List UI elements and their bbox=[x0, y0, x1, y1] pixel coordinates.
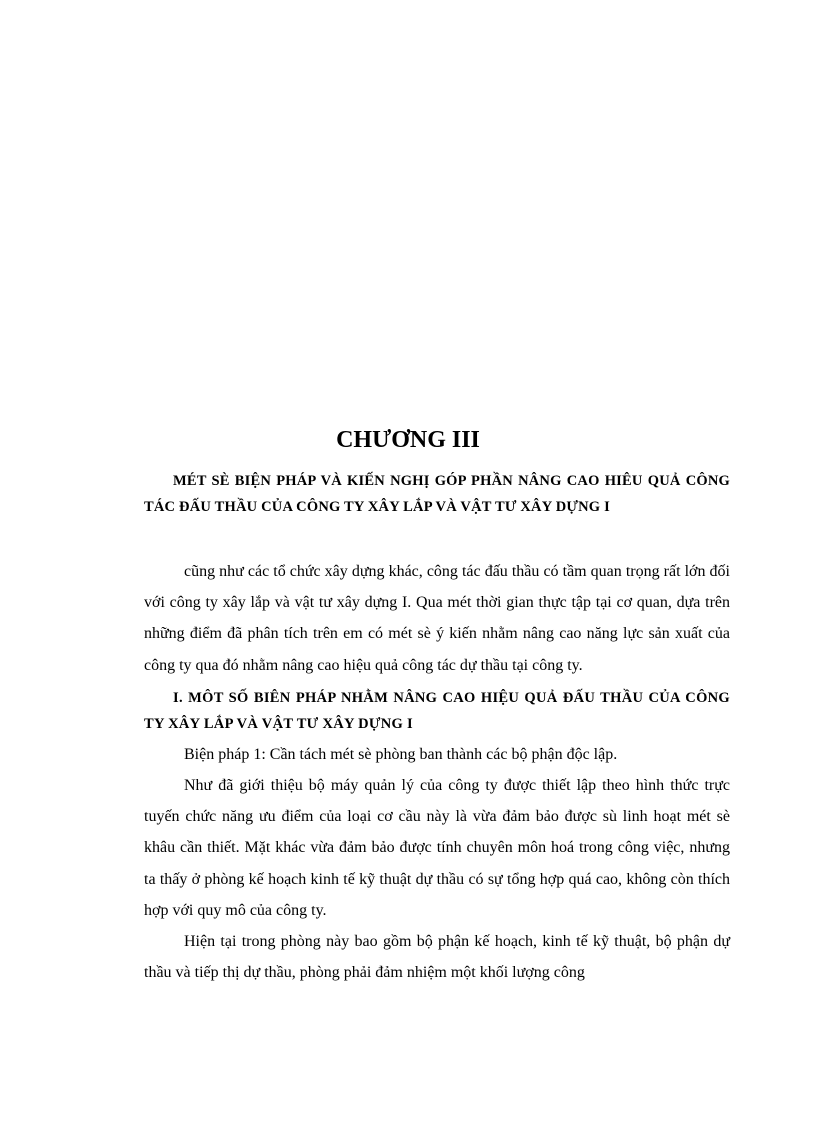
measure-title: Biện pháp 1: Cần tách mét sè phòng ban thành các bộ phận độc lập. bbox=[184, 745, 618, 763]
chapter-title: CHƯƠNG III bbox=[336, 427, 480, 453]
chapter-subtitle: MÉT SÈ BIỆN PHÁP VÀ KIẾN NGHỊ GÓP PHẦN NÂNG CAO HIÊU QUẢ CÔNG TÁC ĐẤU THẦU CỦA CÔNG TY XÂY LẮP VÀ VẬT TƯ XÂY DỰNG I bbox=[144, 473, 730, 515]
paragraph-1: Như đã giới thiệu bộ máy quản lý của công ty được thiết lập theo hình thức trực tuyến chức năng ưu điểm của loại cơ cầu này là vừa đảm bảo được sù linh hoạt mét sè khâu cần thiết. Mặt khác vừa đảm bảo được tính chuyên môn hoá trong công việc, nhưng ta thấy ở phòng kế hoạch kinh tế kỹ thuật dự thầu có sự tổng hợp quá cao, không còn thích hợp với quy mô của công ty. bbox=[144, 777, 730, 919]
paragraph-2: Hiện tại trong phòng này bao gồm bộ phận kế hoạch, kinh tế kỹ thuật, bộ phận dự thầu và tiếp thị dự thầu, phòng phải đảm nhiệm một khối lượng công bbox=[144, 933, 730, 982]
body-text bbox=[144, 556, 730, 988]
section-heading: I. MÔT SỐ BIÊN PHÁP NHẰM NÂNG CAO HIỆU QUẢ ĐẤU THẦU CỦA CÔNG TY XÂY LẮP VÀ VẬT TƯ XÂY DỰNG I bbox=[144, 689, 730, 732]
intro-paragraph: cũng như các tổ chức xây dựng khác, công tác đấu thầu có tầm quan trọng rất lớn đối với công ty xây lắp và vật tư xây dựng I. Qua mét thời gian thực tập tại cơ quan, dựa trên những điểm đã phân tích trên em có mét sè ý kiến nhằm nâng cao năng lực sản xuất của công ty qua đó nhằm nâng cao hiệu quả công tác dự thầu tại công ty. bbox=[144, 563, 730, 674]
